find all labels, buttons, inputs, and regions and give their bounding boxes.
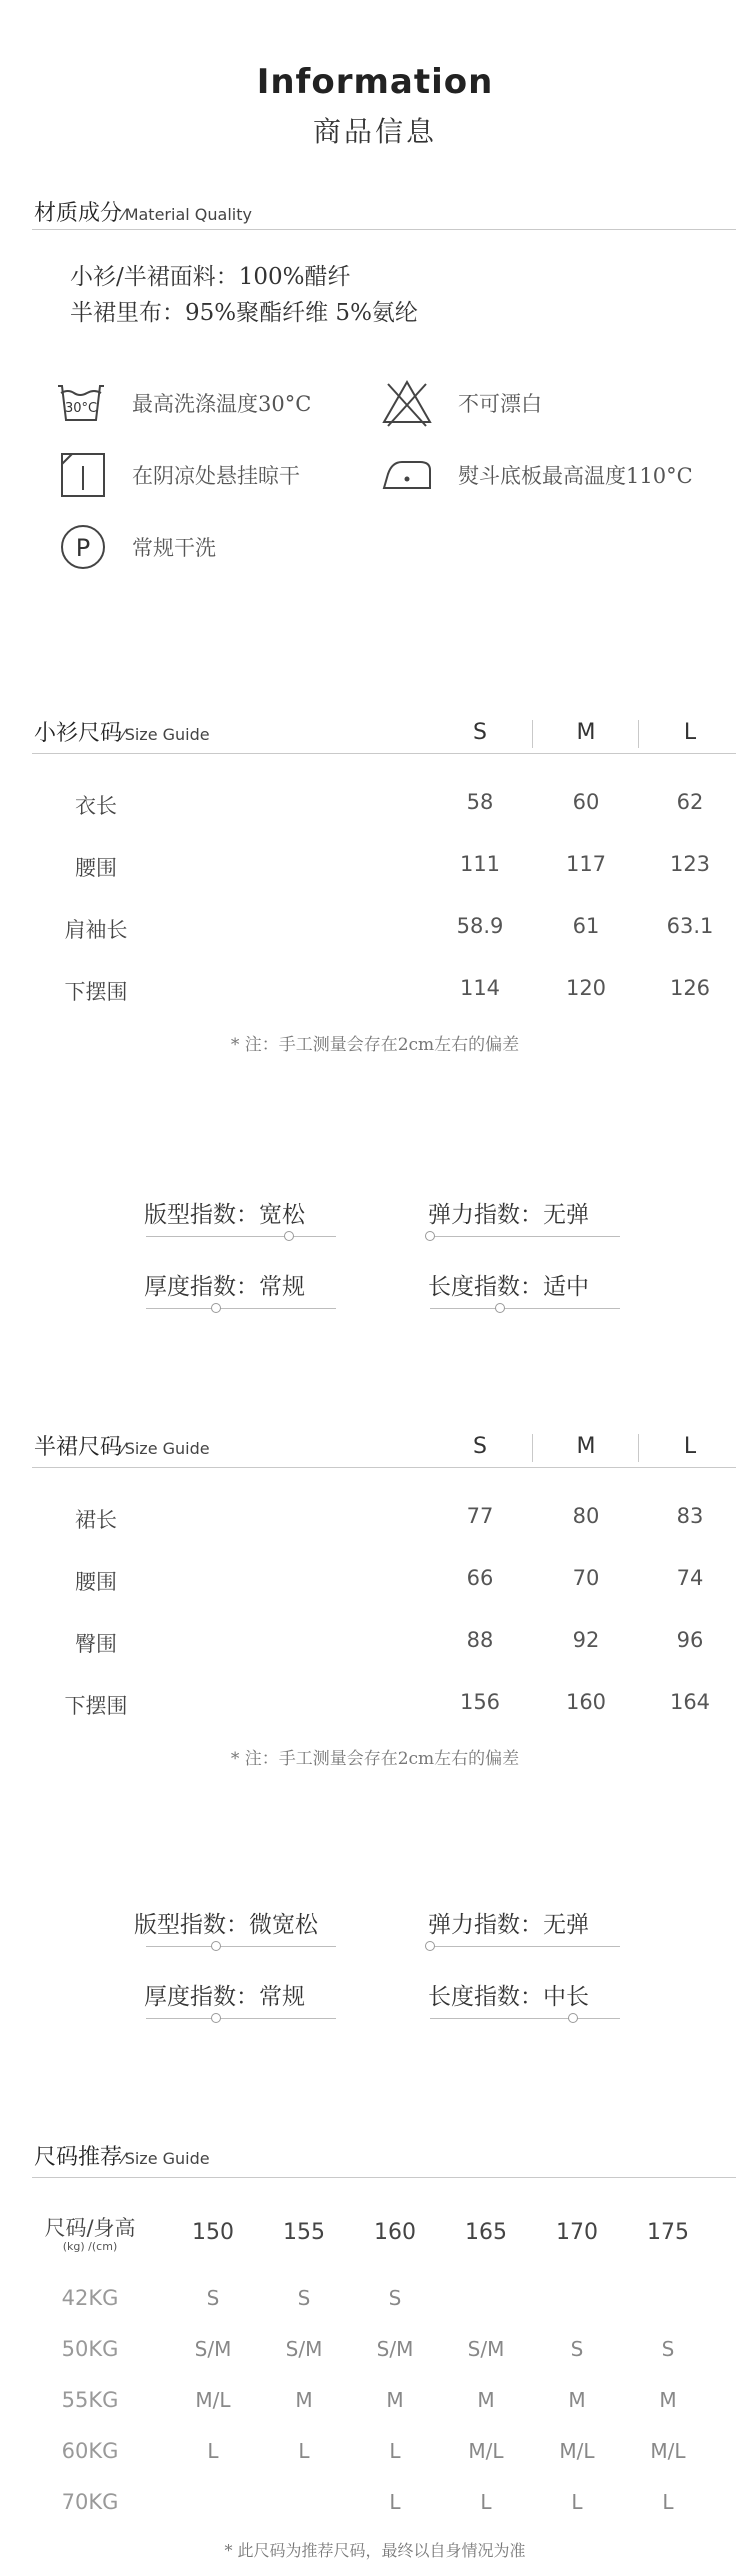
index-bar bbox=[430, 2018, 620, 2019]
table-cell: M bbox=[477, 2388, 495, 2412]
table-cell: S/M bbox=[194, 2337, 232, 2361]
page-title-en: Information bbox=[256, 62, 494, 102]
top-size-heading-cn: 小衫尺码 bbox=[34, 721, 123, 746]
top-index-thickness: 厚度指数：常规 bbox=[144, 1274, 305, 1300]
table-cell: M bbox=[659, 2388, 677, 2412]
weight-label: 55KG bbox=[61, 2388, 119, 2412]
height-header: 175 bbox=[647, 2220, 689, 2245]
table-cell: 74 bbox=[676, 1566, 704, 1590]
table-cell: 111 bbox=[459, 852, 501, 876]
skirt-index-elastic: 弹力指数：无弹 bbox=[428, 1912, 589, 1938]
hang-dry-shade-icon bbox=[56, 448, 110, 502]
table-cell: 117 bbox=[565, 852, 607, 876]
table-cell: 114 bbox=[459, 976, 501, 1000]
table-cell: S bbox=[297, 2286, 311, 2310]
table-cell: 60 bbox=[572, 790, 600, 814]
skirt-size-col-l: L bbox=[683, 1434, 697, 1459]
recommend-heading bbox=[34, 2140, 210, 2171]
table-cell: 96 bbox=[676, 1628, 704, 1652]
table-cell: 92 bbox=[572, 1628, 600, 1652]
slash-separator: ⁄ bbox=[122, 2149, 125, 2168]
table-cell: S bbox=[661, 2337, 675, 2361]
care-text-iron: 熨斗底板最高温度110°C bbox=[458, 464, 693, 488]
skirt-size-heading bbox=[34, 1430, 210, 1461]
recommend-heading-cn: 尺码推荐 bbox=[34, 2145, 123, 2170]
height-header: 160 bbox=[374, 2220, 416, 2245]
table-row-label: 裙长 bbox=[75, 1508, 117, 1532]
table-cell: S bbox=[570, 2337, 584, 2361]
top-size-divider bbox=[32, 753, 736, 754]
index-bar bbox=[430, 1236, 620, 1237]
height-header: 150 bbox=[192, 2220, 234, 2245]
table-cell: 120 bbox=[565, 976, 607, 1000]
skirt-index-fit: 版型指数：微宽松 bbox=[134, 1912, 318, 1938]
table-cell: 83 bbox=[676, 1504, 704, 1528]
top-index-elastic: 弹力指数：无弹 bbox=[428, 1202, 589, 1228]
top-size-col-m: M bbox=[576, 720, 596, 745]
index-marker bbox=[211, 2013, 221, 2023]
table-cell: L bbox=[480, 2490, 492, 2514]
height-header: 170 bbox=[556, 2220, 598, 2245]
table-row-label: 下摆围 bbox=[64, 980, 128, 1004]
index-bar bbox=[146, 1236, 336, 1237]
recommend-note: * 此尺码为推荐尺码，最终以自身情况为准 bbox=[224, 2541, 526, 2560]
top-index-length: 长度指数：适中 bbox=[428, 1274, 589, 1300]
table-cell: S/M bbox=[467, 2337, 505, 2361]
weight-label: 50KG bbox=[61, 2337, 119, 2361]
index-marker bbox=[568, 2013, 578, 2023]
col-divider bbox=[532, 720, 533, 748]
table-cell: L bbox=[389, 2490, 401, 2514]
table-cell: L bbox=[389, 2439, 401, 2463]
slash-separator: ⁄ bbox=[122, 725, 125, 744]
wash-temp-label: 30°C bbox=[64, 401, 98, 416]
index-bar bbox=[146, 1308, 336, 1309]
care-text-hang-dry: 在阴凉处悬挂晾干 bbox=[132, 464, 300, 488]
material-heading bbox=[34, 196, 252, 227]
top-size-heading bbox=[34, 716, 210, 747]
table-cell: L bbox=[662, 2490, 674, 2514]
slash-separator: ⁄ bbox=[122, 1439, 125, 1458]
weight-label: 42KG bbox=[61, 2286, 119, 2310]
top-index-fit: 版型指数：宽松 bbox=[144, 1202, 305, 1228]
recommend-corner-sub: (kg) /(cm) bbox=[62, 2240, 118, 2253]
table-row-label: 腰围 bbox=[75, 856, 117, 880]
page-title-cn: 商品信息 bbox=[312, 115, 437, 148]
skirt-index-length: 长度指数：中长 bbox=[428, 1984, 589, 2010]
material-line-2: 半裙里布：95%聚酯纤维 5%氨纶 bbox=[70, 300, 418, 326]
table-row-label: 下摆围 bbox=[64, 1694, 128, 1718]
table-cell: 58 bbox=[466, 790, 494, 814]
weight-label: 70KG bbox=[61, 2490, 119, 2514]
top-size-col-s: S bbox=[473, 720, 487, 745]
index-marker bbox=[211, 1941, 221, 1951]
index-marker bbox=[284, 1231, 294, 1241]
index-bar bbox=[146, 1946, 336, 1947]
table-cell: 61 bbox=[572, 914, 600, 938]
table-cell: S/M bbox=[376, 2337, 414, 2361]
table-cell: 77 bbox=[466, 1504, 494, 1528]
table-cell: 63.1 bbox=[666, 914, 714, 938]
height-header: 155 bbox=[283, 2220, 325, 2245]
skirt-size-heading-en: Size Guide bbox=[124, 1439, 210, 1458]
height-header: 165 bbox=[465, 2220, 507, 2245]
index-marker bbox=[425, 1941, 435, 1951]
slash-separator: ⁄ bbox=[122, 205, 125, 224]
table-cell: M/L bbox=[195, 2388, 231, 2412]
index-bar bbox=[430, 1946, 620, 1947]
material-heading-en: Material Quality bbox=[124, 205, 252, 224]
top-size-heading-en: Size Guide bbox=[124, 725, 210, 744]
col-divider bbox=[532, 1434, 533, 1462]
table-cell: S/M bbox=[285, 2337, 323, 2361]
care-text-no-bleach: 不可漂白 bbox=[458, 392, 542, 416]
care-text-dry-clean: 常规干洗 bbox=[132, 536, 216, 560]
no-bleach-icon bbox=[380, 376, 434, 430]
dry-clean-letter: P bbox=[75, 534, 91, 562]
iron-low-icon bbox=[380, 448, 434, 502]
table-row-label: 腰围 bbox=[75, 1570, 117, 1594]
skirt-index-thickness: 厚度指数：常规 bbox=[144, 1984, 305, 2010]
skirt-size-note: * 注：手工测量会存在2cm左右的偏差 bbox=[230, 1749, 520, 1769]
table-cell: S bbox=[388, 2286, 402, 2310]
top-size-note: * 注：手工测量会存在2cm左右的偏差 bbox=[230, 1035, 520, 1055]
care-text-wash: 最高洗涤温度30°C bbox=[132, 392, 312, 416]
recommend-corner bbox=[40, 2212, 140, 2253]
table-cell: M bbox=[295, 2388, 313, 2412]
index-marker bbox=[211, 1303, 221, 1313]
table-cell: 156 bbox=[459, 1690, 501, 1714]
col-divider bbox=[638, 1434, 639, 1462]
recommend-heading-en: Size Guide bbox=[124, 2149, 210, 2168]
table-cell: 88 bbox=[466, 1628, 494, 1652]
top-size-col-l: L bbox=[683, 720, 697, 745]
index-bar bbox=[146, 2018, 336, 2019]
table-cell: 126 bbox=[669, 976, 711, 1000]
table-cell: 160 bbox=[565, 1690, 607, 1714]
skirt-size-divider bbox=[32, 1467, 736, 1468]
table-cell: 80 bbox=[572, 1504, 600, 1528]
recommend-divider bbox=[32, 2177, 736, 2178]
table-cell: L bbox=[571, 2490, 583, 2514]
index-marker bbox=[425, 1231, 435, 1241]
table-cell: 70 bbox=[572, 1566, 600, 1590]
skirt-size-col-s: S bbox=[473, 1434, 487, 1459]
skirt-size-col-m: M bbox=[576, 1434, 596, 1459]
table-cell: 62 bbox=[676, 790, 704, 814]
material-line-1: 小衫/半裙面料：100%醋纤 bbox=[70, 264, 351, 290]
table-cell: M bbox=[386, 2388, 404, 2412]
material-heading-cn: 材质成分 bbox=[34, 201, 123, 226]
table-cell: M/L bbox=[468, 2439, 504, 2463]
table-cell: 66 bbox=[466, 1566, 494, 1590]
wash-30-icon bbox=[54, 376, 108, 430]
table-cell: M/L bbox=[559, 2439, 595, 2463]
table-cell: S bbox=[206, 2286, 220, 2310]
table-row-label: 衣长 bbox=[75, 794, 117, 818]
table-cell: L bbox=[298, 2439, 310, 2463]
material-divider bbox=[32, 229, 736, 230]
index-marker bbox=[495, 1303, 505, 1313]
table-cell: M/L bbox=[650, 2439, 686, 2463]
weight-label: 60KG bbox=[61, 2439, 119, 2463]
table-row-label: 臀围 bbox=[75, 1632, 117, 1656]
table-cell: 123 bbox=[669, 852, 711, 876]
table-cell: 58.9 bbox=[456, 914, 504, 938]
dry-clean-p-icon bbox=[56, 520, 110, 574]
skirt-size-heading-cn: 半裙尺码 bbox=[34, 1435, 123, 1460]
index-bar bbox=[430, 1308, 620, 1309]
recommend-corner-main: 尺码/身高 bbox=[44, 2216, 136, 2240]
table-cell: M bbox=[568, 2388, 586, 2412]
table-cell: 164 bbox=[669, 1690, 711, 1714]
table-cell: L bbox=[207, 2439, 219, 2463]
col-divider bbox=[638, 720, 639, 748]
table-row-label: 肩袖长 bbox=[64, 918, 128, 942]
